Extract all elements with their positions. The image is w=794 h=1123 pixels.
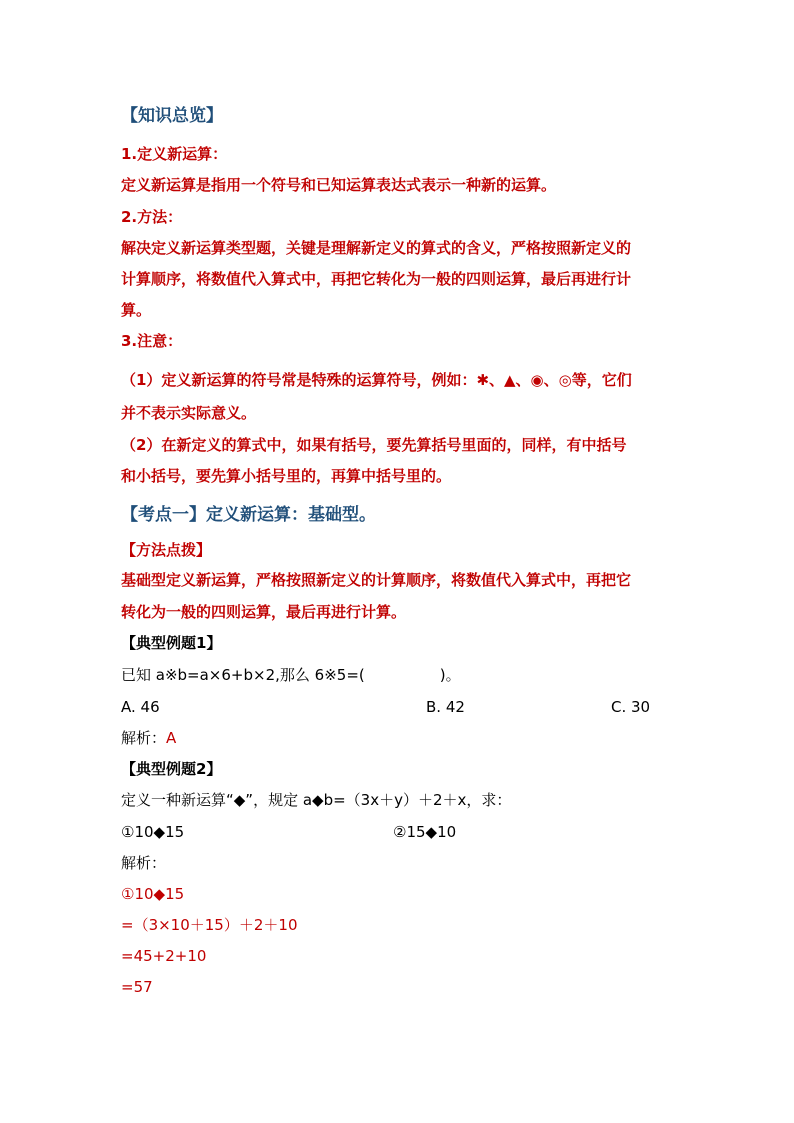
example2-item: ①10◆15 xyxy=(121,823,185,841)
note2-line: （2）在新定义的算式中，如果有括号，要先算括号里面的，同样，有中括号 xyxy=(121,436,627,454)
option-c: C. 30 xyxy=(611,698,651,716)
example1-question: 已知 a※b=a×6+b×2,那么 6※5=( )。 xyxy=(121,666,461,684)
solution-step: ①10◆15 xyxy=(121,885,185,903)
example1-answer xyxy=(121,728,176,748)
example1-heading: 【典型例题1】 xyxy=(121,634,222,652)
example2-answer-label: 解析： xyxy=(121,854,167,872)
method-body-line: 转化为一般的四则运算，最后再进行计算。 xyxy=(121,603,407,621)
example2-items xyxy=(121,822,521,842)
method-heading: 【方法点拨】 xyxy=(121,541,212,559)
note2-line: 和小括号，要先算小括号里的，再算中括号里的。 xyxy=(121,467,452,485)
section-title: 【知识总览】 xyxy=(121,106,223,126)
kp1-heading: 【考点一】定义新运算：基础型。 xyxy=(121,505,376,525)
example2-item: ②15◆10 xyxy=(393,823,457,841)
s1-heading: 1.定义新运算： xyxy=(121,145,228,163)
s2-body-line: 计算顺序，将数值代入算式中，再把它转化为一般的四则运算，最后再进行计 xyxy=(121,270,632,288)
s1-body: 定义新运算是指用一个符号和已知运算表达式表示一种新的运算。 xyxy=(121,176,557,194)
s2-heading: 2.方法： xyxy=(121,208,183,226)
option-a: A. 46 xyxy=(121,698,160,716)
s2-body-line: 解决定义新运算类型题，关键是理解新定义的算式的含义，严格按照新定义的 xyxy=(121,239,632,257)
answer-value: A xyxy=(166,729,177,747)
solution-step: =（3×10＋15）＋2＋10 xyxy=(121,916,298,934)
note1-line: 并不表示实际意义。 xyxy=(121,404,257,422)
example2-heading: 【典型例题2】 xyxy=(121,760,222,778)
option-b: B. 42 xyxy=(426,698,465,716)
example2-question: 定义一种新运算“◆”，规定 a◆b=（3x＋y）＋2＋x，求： xyxy=(121,791,512,809)
solution-step: =45+2+10 xyxy=(121,947,207,965)
solution-step: =57 xyxy=(121,978,153,996)
s2-body-line: 算。 xyxy=(121,301,152,319)
example1-options xyxy=(121,697,681,717)
method-body-line: 基础型定义新运算，严格按照新定义的计算顺序，将数值代入算式中，再把它 xyxy=(121,571,632,589)
note1-line: （1）定义新运算的符号常是特殊的运算符号，例如：✱、▲、◉、◎等，它们 xyxy=(121,371,632,389)
s3-heading: 3.注意： xyxy=(121,332,183,350)
answer-label: 解析： xyxy=(121,729,167,747)
